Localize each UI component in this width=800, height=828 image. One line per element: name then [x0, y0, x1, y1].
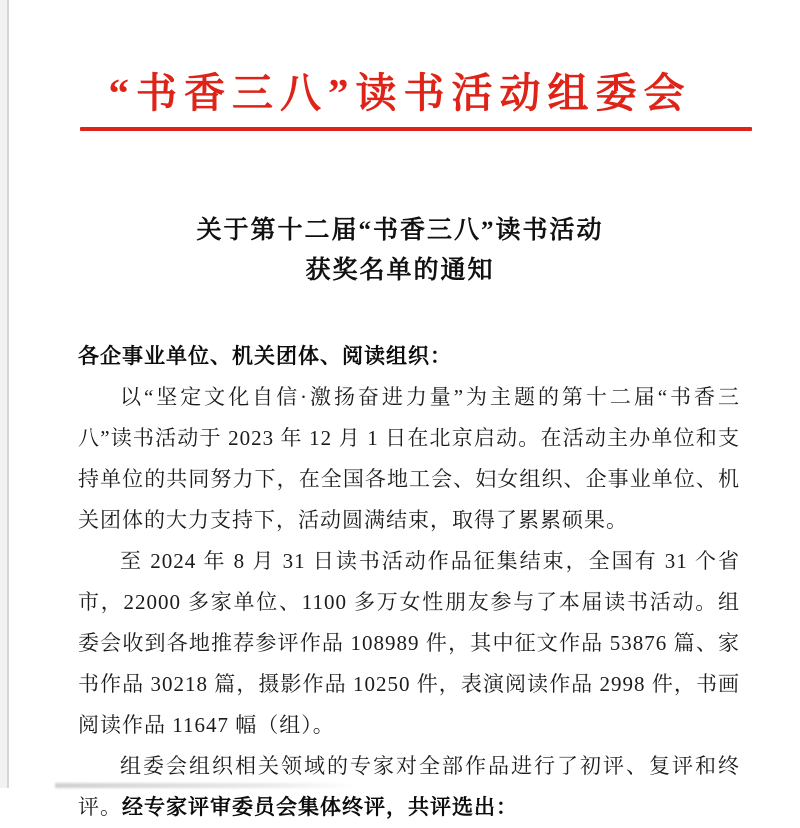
letterhead [0, 0, 800, 131]
paragraph-launch: 以“坚定文化自信·激扬奋进力量”为主题的第十二届“书香三八”读书活动于 2023 年 12 月 1 日在北京启动。在活动主办单位和支持单位的共同努力下，在全国各地工会、妇女组织、企事业单位、机关团体的大力支持下，活动圆满结束，取得了累累硕果。 [78, 385, 740, 532]
paragraph-statistics: 至 2024 年 8 月 31 日读书活动作品征集结束，全国有 31 个省市，22000 多家单位、1100 多万女性朋友参与了本届读书活动。组委会收到各地推荐参评作品 108989 件，其中征文作品 53876 篇、家书作品 30218 篇，摄影作品 10250 件，表演阅读作品 2998 件，书画阅读作品 11647 幅（组）。 [78, 549, 740, 737]
salutation: 各企事业单位、机关团体、阅读组织： [78, 344, 452, 368]
letterhead-title: “书香三八”读书活动组委会 [108, 70, 692, 116]
letterhead-rule [80, 127, 752, 131]
notice-title-line2: 获奖名单的通知 [305, 257, 495, 284]
paragraph-evaluation-regular: 组委会组织相关领域的专家对全部作品进行了初评、复评和终评。 [78, 754, 740, 819]
notice-body [78, 336, 740, 828]
paragraph-evaluation-bold-tail: 经专家评审委员会集体终评，共评选出： [122, 795, 518, 819]
scan-bottom-shadow [55, 783, 355, 788]
scan-left-edge-line [0, 0, 9, 788]
notice-title-block [0, 211, 800, 291]
notice-title-line1: 关于第十二届“书香三八”读书活动 [196, 217, 604, 244]
